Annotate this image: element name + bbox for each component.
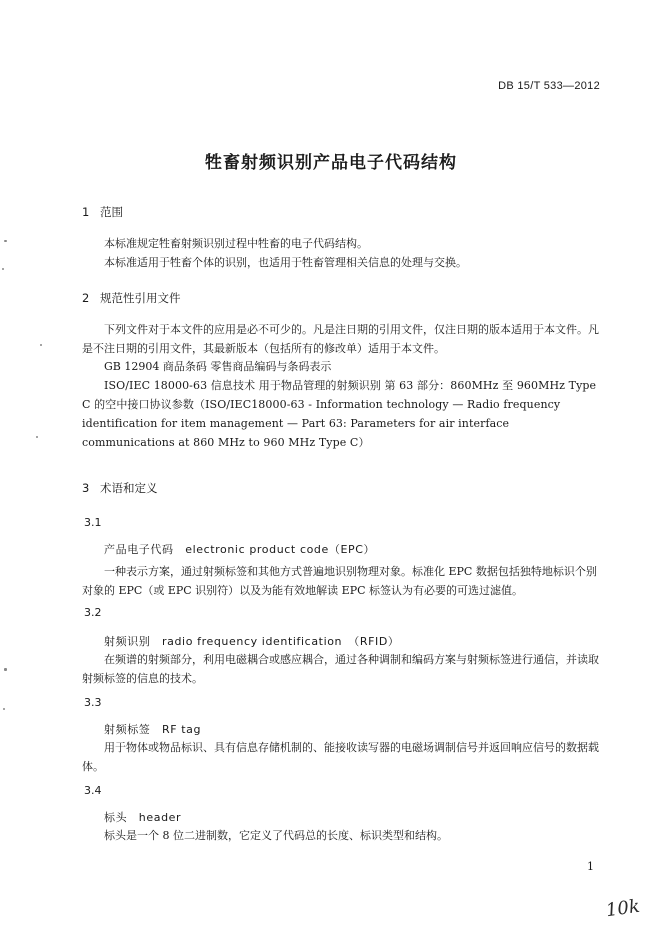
section-heading-3 — [82, 480, 158, 496]
term-number: 3.1 — [84, 516, 102, 529]
reference-item: ISO/IEC 18000-63 信息技术 用于物品管理的射频识别 第 63 部分：860MHz 至 960MHz Type C 的空中接口协议参数（ISO/IEC18000-63 - Information technology — Radio frequency identification for item management — Part 63: Parameters for air interface communications at 860 MHz to 960 MHz Type C） — [82, 379, 597, 449]
scan-speck — [2, 268, 4, 270]
page-number: 1 — [587, 860, 594, 873]
section-title: 规范性引用文件 — [100, 291, 181, 305]
scan-speck — [40, 344, 42, 346]
page-title: 牲畜射频识别产品电子代码结构 — [205, 153, 457, 173]
references-intro: 下列文件对于本文件的应用是必不可少的。凡是注日期的引用文件，仅注日期的版本适用于本文件。凡是不注日期的引用文件，其最新版本（包括所有的修改单）适用于本文件。 — [82, 323, 599, 355]
section-number: 2 — [82, 291, 90, 305]
scan-speck — [4, 240, 7, 242]
term-number: 3.3 — [84, 696, 102, 709]
scan-speck — [4, 668, 7, 671]
term-title: 射频识别 radio frequency identification （RFID） — [104, 635, 400, 648]
section-heading-2 — [82, 290, 181, 306]
scan-speck — [36, 436, 38, 438]
term-title: 产品电子代码 electronic product code（EPC） — [104, 543, 376, 556]
reference-item: GB 12904 商品条码 零售商品编码与条码表示 — [104, 360, 332, 373]
term-definition: 一种表示方案，通过射频标签和其他方式普遍地识别物理对象。标准化 EPC 数据包括独特地标识个别对象的 EPC（或 EPC 识别符）以及为能有效地解读 EPC 标签认为有必要的可选过滤值。 — [82, 565, 597, 597]
scope-paragraph-1: 本标准规定牲畜射频识别过程中牲畜的电子代码结构。 — [104, 237, 368, 250]
term-title: 射频标签 RF tag — [104, 723, 202, 736]
section-heading-1 — [82, 204, 123, 220]
scan-speck — [3, 708, 5, 710]
section-number: 3 — [82, 481, 90, 495]
section-title: 范围 — [100, 205, 123, 219]
scope-paragraph-2: 本标准适用于牲畜个体的识别，也适用于牲畜管理相关信息的处理与交换。 — [104, 256, 467, 269]
doc-number: DB 15/T 533—2012 — [498, 80, 600, 92]
term-definition: 在频谱的射频部分，利用电磁耦合或感应耦合，通过各种调制和编码方案与射频标签进行通信，并读取射频标签的信息的技术。 — [82, 653, 599, 685]
handwritten-note: 10k — [604, 895, 642, 922]
term-number: 3.4 — [84, 784, 102, 797]
term-title: 标头 header — [104, 811, 182, 824]
section-title: 术语和定义 — [100, 481, 158, 495]
term-definition: 用于物体或物品标识、具有信息存储机制的、能接收读写器的电磁场调制信号并返回响应信号的数据载体。 — [82, 741, 599, 773]
term-definition: 标头是一个 8 位二进制数，它定义了代码总的长度、标识类型和结构。 — [104, 829, 448, 842]
section-number: 1 — [82, 205, 90, 219]
term-number: 3.2 — [84, 606, 102, 619]
